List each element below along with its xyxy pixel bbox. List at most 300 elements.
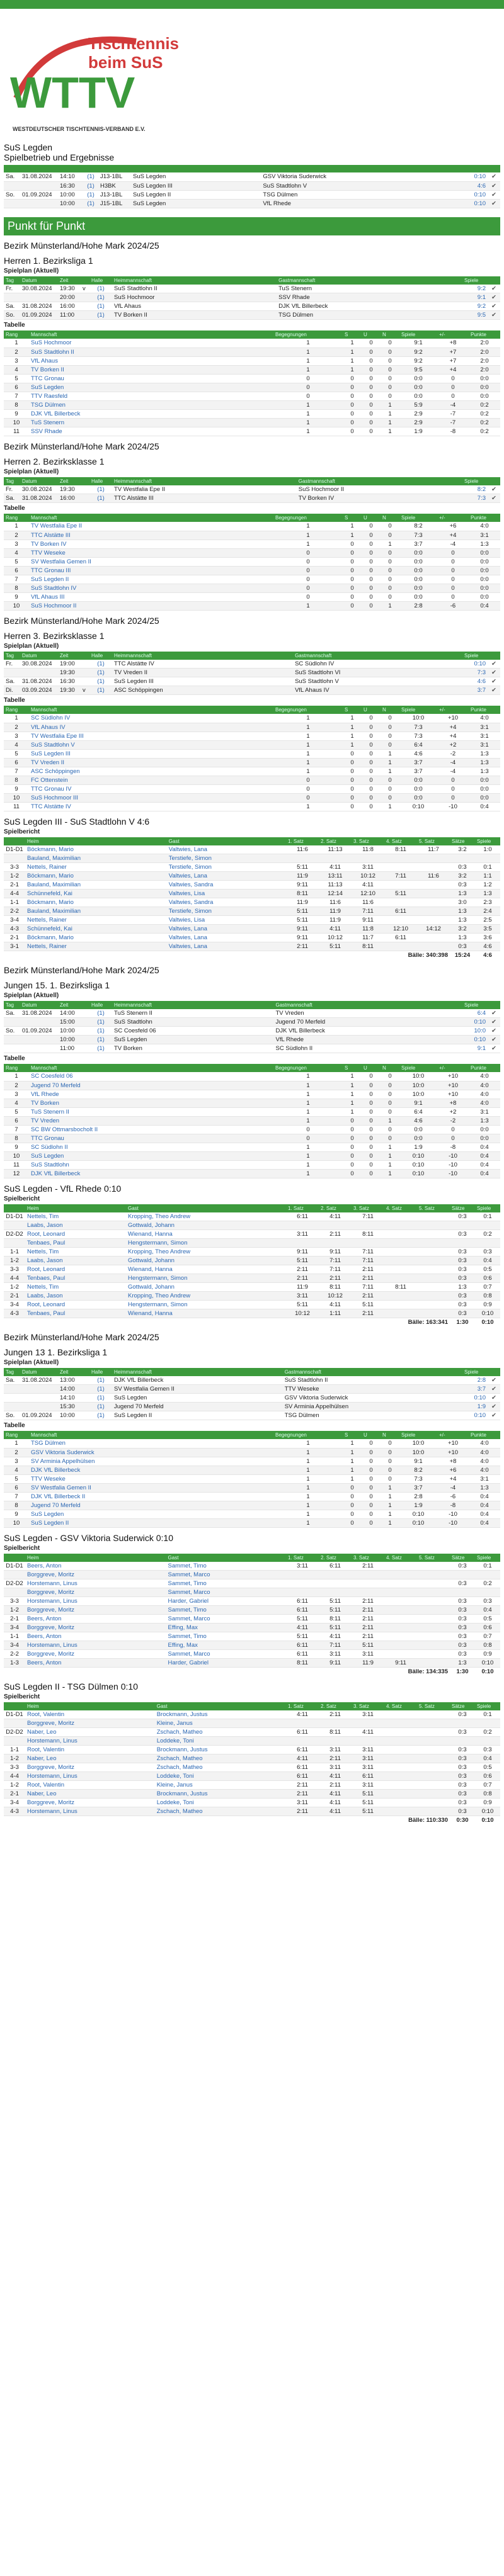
team-link[interactable]: Valtwies, Lisa: [168, 890, 205, 897]
team-link[interactable]: Horstemann, Linus: [27, 1642, 77, 1649]
player-link[interactable]: [25, 1309, 126, 1318]
team-link[interactable]: GSV Viktoria Suderwick: [31, 1449, 94, 1456]
team-link[interactable]: [29, 601, 273, 610]
team-link[interactable]: TV Borken II: [31, 366, 64, 373]
hall-link[interactable]: [89, 1027, 112, 1036]
team-link[interactable]: Terstiefe, Simon: [168, 855, 212, 862]
team-link[interactable]: Laabs, Jason: [27, 1222, 63, 1229]
team-link[interactable]: Borggreve, Moritz: [27, 1624, 74, 1631]
player-link[interactable]: [25, 907, 167, 916]
team-link[interactable]: 2:8: [477, 1376, 486, 1384]
player-link[interactable]: [166, 1588, 286, 1597]
team-link[interactable]: Effing, Max: [168, 1642, 198, 1649]
player-link[interactable]: [155, 1728, 286, 1737]
team-link[interactable]: 0:10: [474, 660, 486, 667]
team-link[interactable]: Naber, Leo: [27, 1729, 57, 1736]
team-link[interactable]: Horstemann, Linus: [27, 1580, 77, 1587]
team-link[interactable]: [29, 740, 273, 749]
team-link[interactable]: TTV Raesfeld: [31, 392, 68, 400]
team-link[interactable]: [29, 356, 273, 365]
player-link[interactable]: [167, 925, 286, 934]
hall-link[interactable]: [89, 1403, 112, 1411]
team-link[interactable]: Jugend 70 Merfeld: [31, 1082, 81, 1089]
player-link[interactable]: [126, 1274, 286, 1283]
team-link[interactable]: SuS Stadtlohn II: [31, 348, 74, 356]
result-link[interactable]: [462, 1376, 488, 1385]
team-link[interactable]: Loddeke, Toni: [156, 1799, 194, 1806]
team-link[interactable]: SC Südlohn II: [31, 1143, 68, 1151]
team-link[interactable]: Root, Valentin: [27, 1710, 64, 1718]
team-link[interactable]: Nettels, Tim: [27, 1248, 59, 1255]
team-link[interactable]: Laabs, Jason: [27, 1257, 63, 1264]
player-link[interactable]: [155, 1807, 286, 1816]
player-link[interactable]: [126, 1212, 286, 1221]
team-link[interactable]: [29, 749, 273, 758]
team-link[interactable]: [29, 793, 273, 802]
team-link[interactable]: Borggreve, Moritz: [27, 1607, 74, 1613]
result-link[interactable]: [462, 677, 488, 686]
player-link[interactable]: [25, 1265, 126, 1274]
player-link[interactable]: [155, 1754, 286, 1763]
player-link[interactable]: [167, 942, 286, 951]
team-link[interactable]: [29, 1448, 273, 1457]
team-link[interactable]: Borggreve, Moritz: [27, 1651, 74, 1658]
team-link[interactable]: DJK VfL Billerbeck: [31, 1170, 81, 1177]
player-link[interactable]: [126, 1292, 286, 1301]
team-link[interactable]: Beers, Anton: [27, 1659, 62, 1666]
team-link[interactable]: Tenbaes, Paul: [27, 1240, 66, 1246]
player-link[interactable]: [166, 1579, 286, 1588]
player-link[interactable]: [166, 1597, 286, 1606]
player-link[interactable]: [167, 890, 286, 898]
hall-link[interactable]: [89, 485, 112, 494]
team-link[interactable]: SuS Hochmoor II: [31, 602, 77, 609]
team-link[interactable]: DJK VfL Billerbeck II: [31, 1493, 86, 1500]
team-link[interactable]: (1): [97, 678, 105, 685]
team-link[interactable]: Wienand, Hanna: [127, 1266, 173, 1273]
player-link[interactable]: [25, 1597, 166, 1606]
team-link[interactable]: Kropping, Theo Andrew: [127, 1248, 191, 1255]
team-link[interactable]: [29, 1143, 273, 1151]
player-link[interactable]: [25, 1754, 155, 1763]
player-link[interactable]: [25, 1562, 166, 1571]
team-link[interactable]: (1): [97, 303, 105, 310]
team-link[interactable]: Valtwies, Sandra: [168, 899, 214, 906]
team-link[interactable]: [29, 400, 273, 409]
team-link[interactable]: (1): [97, 1403, 105, 1410]
team-link[interactable]: Root, Valentin: [27, 1746, 64, 1753]
team-link[interactable]: (1): [97, 312, 105, 319]
team-link[interactable]: Nettels, Rainer: [27, 943, 67, 950]
player-link[interactable]: [167, 863, 286, 872]
team-link[interactable]: [29, 1081, 273, 1090]
team-link[interactable]: FC Ottenstein: [31, 776, 68, 784]
player-link[interactable]: [25, 881, 167, 890]
team-link[interactable]: Böckmann, Mario: [27, 845, 74, 853]
team-link[interactable]: 9:5: [477, 312, 486, 319]
result-link[interactable]: [462, 1394, 488, 1403]
team-link[interactable]: [29, 409, 273, 418]
team-link[interactable]: Kropping, Theo Andrew: [127, 1292, 191, 1299]
team-link[interactable]: SuS Legden III: [31, 750, 71, 757]
team-link[interactable]: [29, 592, 273, 601]
player-link[interactable]: [25, 1248, 126, 1257]
hall-link[interactable]: [89, 1411, 112, 1420]
player-link[interactable]: [25, 1650, 166, 1659]
hall-link[interactable]: [83, 190, 98, 199]
team-link[interactable]: [29, 418, 273, 427]
team-link[interactable]: TuS Stenern: [31, 419, 64, 426]
player-link[interactable]: [126, 1221, 286, 1230]
hall-link[interactable]: [89, 293, 112, 302]
team-link[interactable]: Nettels, Rainer: [27, 864, 67, 871]
player-link[interactable]: [25, 1274, 126, 1283]
team-link[interactable]: SuS Legden: [31, 1152, 64, 1160]
team-link[interactable]: Valtwies, Lana: [168, 943, 207, 950]
player-link[interactable]: [25, 1781, 155, 1790]
team-link[interactable]: Wienand, Hanna: [127, 1310, 173, 1317]
team-link[interactable]: [29, 557, 273, 566]
team-link[interactable]: (1): [97, 485, 105, 493]
player-link[interactable]: [25, 1221, 126, 1230]
team-link[interactable]: TTV Weseke: [31, 549, 66, 556]
result-link[interactable]: [462, 669, 488, 677]
hall-link[interactable]: [89, 302, 112, 311]
player-link[interactable]: [25, 1763, 155, 1772]
team-link[interactable]: 10:0: [474, 1027, 486, 1034]
hall-link[interactable]: [89, 686, 112, 695]
team-link[interactable]: Loddeke, Toni: [156, 1773, 194, 1780]
team-link[interactable]: TTC Gronau: [31, 375, 64, 382]
team-link[interactable]: (1): [97, 294, 105, 301]
team-link[interactable]: Borggreve, Moritz: [27, 1571, 74, 1578]
player-link[interactable]: [25, 1624, 166, 1632]
result-link[interactable]: [462, 302, 488, 311]
player-link[interactable]: [155, 1772, 286, 1781]
team-link[interactable]: Effing, Max: [168, 1624, 198, 1631]
hall-link[interactable]: [83, 199, 98, 208]
result-link[interactable]: [462, 190, 488, 199]
player-link[interactable]: [166, 1650, 286, 1659]
player-link[interactable]: [155, 1763, 286, 1772]
team-link[interactable]: 4:6: [477, 182, 486, 189]
team-link[interactable]: Bauland, Maximilian: [27, 908, 81, 915]
team-link[interactable]: Jugend 70 Merfeld: [31, 1501, 81, 1509]
team-link[interactable]: [29, 1457, 273, 1466]
hall-link[interactable]: [89, 285, 112, 293]
hall-link[interactable]: [89, 1018, 112, 1027]
team-link[interactable]: [29, 1151, 273, 1160]
team-link[interactable]: SV Westfalia Gemen II: [31, 1484, 91, 1491]
team-link[interactable]: TTC Gronau IV: [31, 785, 72, 793]
team-link[interactable]: Beers, Anton: [27, 1562, 62, 1569]
team-link[interactable]: (1): [97, 285, 105, 292]
team-link[interactable]: Nettels, Tim: [27, 1284, 59, 1291]
hall-link[interactable]: [89, 1009, 112, 1018]
team-link[interactable]: 6:4: [477, 1009, 486, 1017]
team-link[interactable]: (1): [87, 182, 94, 189]
team-link[interactable]: Brockmann, Justus: [156, 1790, 208, 1797]
player-link[interactable]: [25, 1641, 166, 1650]
team-link[interactable]: SSV Rhade: [31, 427, 62, 435]
team-link[interactable]: 7:3: [477, 495, 486, 502]
team-link[interactable]: Valtwies, Lana: [168, 873, 207, 879]
team-link[interactable]: SV Westfalia Gemen II: [31, 558, 91, 565]
team-link[interactable]: [29, 539, 273, 548]
team-link[interactable]: Sammet, Marco: [168, 1571, 210, 1578]
team-link[interactable]: Sammet, Timo: [168, 1580, 207, 1587]
team-link[interactable]: Borggreve, Moritz: [27, 1589, 74, 1596]
team-link[interactable]: 7:3: [477, 669, 486, 676]
team-link[interactable]: [29, 767, 273, 776]
team-link[interactable]: [29, 392, 273, 400]
team-link[interactable]: [29, 575, 273, 584]
team-link[interactable]: (1): [87, 173, 94, 181]
team-link[interactable]: 0:10: [474, 1412, 486, 1419]
result-link[interactable]: [462, 285, 488, 293]
team-link[interactable]: SuS Hochmoor: [31, 339, 72, 347]
team-link[interactable]: TV Vreden II: [31, 759, 64, 766]
team-link[interactable]: [29, 566, 273, 575]
team-link[interactable]: [29, 802, 273, 811]
team-link[interactable]: Horstemann, Linus: [27, 1808, 77, 1815]
player-link[interactable]: [25, 1719, 155, 1728]
team-link[interactable]: [29, 522, 273, 531]
team-link[interactable]: [29, 427, 273, 436]
team-link[interactable]: (1): [97, 1027, 105, 1034]
team-link[interactable]: [29, 723, 273, 732]
team-link[interactable]: Böckmann, Mario: [27, 873, 74, 879]
team-link[interactable]: Hengstermann, Simon: [127, 1240, 188, 1246]
player-link[interactable]: [25, 925, 167, 934]
team-link[interactable]: (1): [97, 1009, 105, 1017]
player-link[interactable]: [155, 1710, 286, 1719]
team-link[interactable]: [29, 784, 273, 793]
player-link[interactable]: [167, 907, 286, 916]
team-link[interactable]: Böckmann, Mario: [27, 899, 74, 906]
team-link[interactable]: SuS Stadtlohn IV: [31, 584, 77, 592]
result-link[interactable]: [462, 181, 488, 190]
team-link[interactable]: TSG Dülmen: [31, 401, 66, 409]
team-link[interactable]: Root, Leonard: [27, 1301, 66, 1308]
team-link[interactable]: Tenbaes, Paul: [27, 1275, 66, 1282]
team-link[interactable]: Tenbaes, Paul: [27, 1310, 66, 1317]
player-link[interactable]: [25, 916, 167, 925]
team-link[interactable]: TuS Stenern II: [31, 1108, 69, 1116]
team-link[interactable]: [29, 1125, 273, 1134]
team-link[interactable]: 3:7: [477, 687, 486, 694]
hall-link[interactable]: [89, 311, 112, 320]
team-link[interactable]: TV Westfalia Epe III: [31, 732, 84, 740]
player-link[interactable]: [166, 1624, 286, 1632]
team-link[interactable]: SuS Hochmoor III: [31, 794, 78, 801]
team-link[interactable]: Valtwies, Lisa: [168, 917, 205, 924]
team-link[interactable]: VfL Ahaus III: [31, 593, 65, 601]
player-link[interactable]: [155, 1781, 286, 1790]
team-link[interactable]: Valtwies, Sandra: [168, 881, 214, 888]
team-link[interactable]: (1): [97, 687, 105, 694]
team-link[interactable]: SuS Stadtlohn: [31, 1161, 69, 1168]
team-link[interactable]: Wienand, Hanna: [127, 1231, 173, 1238]
team-link[interactable]: TTC Alstätte IV: [31, 803, 71, 810]
team-link[interactable]: 8:2: [477, 485, 486, 493]
player-link[interactable]: [25, 1790, 155, 1799]
team-link[interactable]: [29, 1466, 273, 1474]
player-link[interactable]: [25, 1772, 155, 1781]
hall-link[interactable]: [89, 1044, 112, 1053]
team-link[interactable]: [29, 1483, 273, 1492]
team-link[interactable]: Nettels, Rainer: [27, 917, 67, 924]
team-link[interactable]: [29, 584, 273, 592]
player-link[interactable]: [25, 1292, 126, 1301]
team-link[interactable]: [29, 1169, 273, 1178]
hall-link[interactable]: [89, 669, 112, 677]
team-link[interactable]: [29, 1492, 273, 1501]
team-link[interactable]: Kleine, Janus: [156, 1782, 193, 1788]
team-link[interactable]: DJK VfL Billerbeck: [31, 1466, 81, 1474]
team-link[interactable]: [29, 383, 273, 392]
team-link[interactable]: (1): [97, 1019, 105, 1025]
team-link[interactable]: SV Arminia Appelhülsen: [31, 1457, 95, 1465]
team-link[interactable]: SuS Stadtlohn V: [31, 741, 75, 749]
team-link[interactable]: Sammet, Marco: [168, 1615, 210, 1622]
team-link[interactable]: 4:6: [477, 678, 486, 685]
player-link[interactable]: [166, 1606, 286, 1615]
player-link[interactable]: [167, 881, 286, 890]
hall-link[interactable]: [89, 1376, 112, 1385]
team-link[interactable]: Kropping, Theo Andrew: [127, 1212, 191, 1220]
player-link[interactable]: [25, 1737, 155, 1746]
team-link[interactable]: SC BW Ottmarsbocholt II: [31, 1126, 98, 1133]
team-link[interactable]: TV Borken IV: [31, 540, 67, 548]
player-link[interactable]: [155, 1746, 286, 1754]
team-link[interactable]: [29, 365, 273, 374]
team-link[interactable]: (1): [87, 200, 94, 207]
team-link[interactable]: Gottwald, Johann: [127, 1257, 175, 1264]
player-link[interactable]: [25, 872, 167, 881]
team-link[interactable]: (1): [97, 1386, 105, 1393]
team-link[interactable]: SuS Legden II: [31, 575, 69, 583]
team-link[interactable]: DJK VfL Billerbeck: [31, 410, 81, 417]
team-link[interactable]: [29, 548, 273, 557]
team-link[interactable]: TTC Gronau: [31, 1134, 64, 1142]
team-link[interactable]: [29, 531, 273, 539]
team-link[interactable]: 0:10: [474, 1394, 486, 1401]
team-link[interactable]: Schünnefeld, Kai: [27, 890, 72, 897]
result-link[interactable]: [462, 660, 488, 669]
team-link[interactable]: [29, 1072, 273, 1081]
player-link[interactable]: [25, 1239, 126, 1248]
team-link[interactable]: Borggreve, Moritz: [27, 1764, 74, 1771]
player-link[interactable]: [25, 1212, 126, 1221]
team-link[interactable]: Root, Leonard: [27, 1266, 66, 1273]
result-link[interactable]: [462, 1411, 488, 1420]
team-link[interactable]: Nettels, Tim: [27, 1212, 59, 1220]
team-link[interactable]: Harder, Gabriel: [168, 1659, 209, 1666]
team-link[interactable]: 0:10: [474, 1036, 486, 1043]
team-link[interactable]: Laabs, Jason: [27, 1292, 63, 1299]
team-link[interactable]: Sammet, Marco: [168, 1589, 210, 1596]
team-link[interactable]: SC Südlohn IV: [31, 715, 71, 722]
team-link[interactable]: [29, 758, 273, 767]
team-link[interactable]: SuS Legden: [31, 383, 64, 391]
team-link[interactable]: TSG Dülmen: [31, 1440, 66, 1447]
result-link[interactable]: [462, 1044, 488, 1053]
team-link[interactable]: [29, 732, 273, 740]
team-link[interactable]: [29, 347, 273, 356]
team-link[interactable]: Loddeke, Toni: [156, 1737, 194, 1744]
player-link[interactable]: [166, 1659, 286, 1668]
team-link[interactable]: Bauland, Maximilian: [27, 881, 81, 888]
team-link[interactable]: [29, 339, 273, 347]
player-link[interactable]: [25, 898, 167, 907]
team-link[interactable]: Valtwies, Lana: [168, 925, 207, 932]
team-link[interactable]: [29, 1518, 273, 1527]
team-link[interactable]: SuS Legden II: [31, 1519, 69, 1527]
team-link[interactable]: 0:10: [474, 173, 486, 181]
team-link[interactable]: Root, Leonard: [27, 1231, 66, 1238]
player-link[interactable]: [25, 1571, 166, 1579]
team-link[interactable]: [29, 1116, 273, 1125]
team-link[interactable]: Valtwies, Lana: [168, 934, 207, 941]
hall-link[interactable]: [89, 494, 112, 503]
team-link[interactable]: [29, 1501, 273, 1510]
team-link[interactable]: (1): [97, 1412, 105, 1419]
team-link[interactable]: VfL Ahaus IV: [31, 723, 66, 731]
player-link[interactable]: [126, 1283, 286, 1292]
team-link[interactable]: [29, 1134, 273, 1143]
result-link[interactable]: [462, 311, 488, 320]
player-link[interactable]: [25, 1301, 126, 1309]
team-link[interactable]: 9:1: [477, 1045, 486, 1052]
hall-link[interactable]: [89, 677, 112, 686]
player-link[interactable]: [25, 1588, 166, 1597]
player-link[interactable]: [25, 1579, 166, 1588]
team-link[interactable]: Valtwies, Lana: [168, 845, 207, 853]
player-link[interactable]: [25, 1230, 126, 1239]
player-link[interactable]: [166, 1632, 286, 1641]
player-link[interactable]: [155, 1799, 286, 1807]
player-link[interactable]: [166, 1562, 286, 1571]
team-link[interactable]: Brockmann, Justus: [156, 1746, 208, 1753]
player-link[interactable]: [25, 1606, 166, 1615]
team-link[interactable]: Naber, Leo: [27, 1790, 57, 1797]
player-link[interactable]: [25, 1632, 166, 1641]
player-link[interactable]: [25, 863, 167, 872]
player-link[interactable]: [25, 845, 167, 854]
team-link[interactable]: Horstemann, Linus: [27, 1773, 77, 1780]
team-link[interactable]: 0:10: [474, 200, 486, 207]
result-link[interactable]: [462, 1027, 488, 1036]
team-link[interactable]: (1): [97, 660, 105, 667]
player-link[interactable]: [167, 854, 286, 863]
player-link[interactable]: [166, 1641, 286, 1650]
team-link[interactable]: Zschach, Matheo: [156, 1729, 203, 1736]
team-link[interactable]: 9:2: [477, 303, 486, 310]
player-link[interactable]: [126, 1257, 286, 1265]
team-link[interactable]: Zschach, Matheo: [156, 1755, 203, 1762]
team-link[interactable]: Hengstermann, Simon: [127, 1275, 188, 1282]
player-link[interactable]: [25, 1728, 155, 1737]
team-link[interactable]: [29, 1510, 273, 1518]
hall-link[interactable]: [89, 1385, 112, 1394]
team-link[interactable]: TTV Weseke: [31, 1475, 66, 1483]
team-link[interactable]: (1): [87, 191, 94, 198]
team-link[interactable]: Naber, Leo: [27, 1755, 57, 1762]
result-link[interactable]: [462, 1403, 488, 1411]
team-link[interactable]: [29, 714, 273, 723]
team-link[interactable]: Gottwald, Johann: [127, 1284, 175, 1291]
